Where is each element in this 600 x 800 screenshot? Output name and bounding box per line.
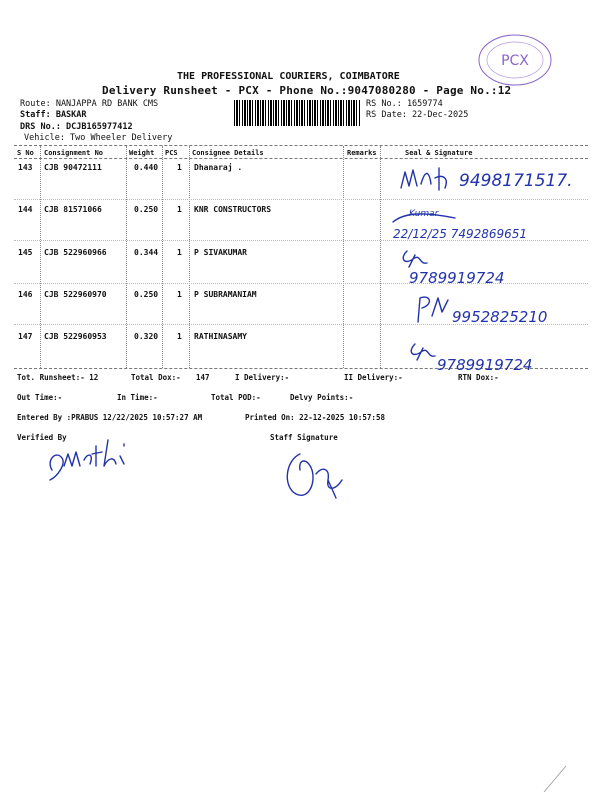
total-pod: Total POD:- xyxy=(211,393,261,402)
signature-row-143 xyxy=(395,160,585,200)
in-time: In Time:- xyxy=(117,393,158,402)
staff-signature-label: Staff Signature xyxy=(270,433,338,442)
row-consignee: KNR CONSTRUCTORS xyxy=(194,205,272,214)
verified-by-label: Verified By xyxy=(17,433,67,442)
row-sno: 143 xyxy=(18,163,33,172)
corner-mark xyxy=(540,762,570,796)
row-consignee: P SIVAKUMAR xyxy=(194,248,247,257)
row-consignment: CJB 522960970 xyxy=(44,290,107,299)
row-consignment: CJB 522960966 xyxy=(44,248,107,257)
col-sep xyxy=(126,146,127,368)
staff: Staff: BASKAR xyxy=(20,110,87,120)
row-consignee: P SUBRAMANIAM xyxy=(194,290,257,299)
stamp-text: PCX xyxy=(501,53,529,69)
signature-row-146 xyxy=(412,288,582,332)
total-dox-label: Total Dox:- xyxy=(131,373,181,382)
row-weight: 0.250 xyxy=(134,290,159,299)
row-sno: 145 xyxy=(18,248,33,257)
rs-date: RS Date: 22-Dec-2025 xyxy=(366,110,469,120)
col-pcs: PCS xyxy=(165,149,178,157)
signature-phone: 9952825210 xyxy=(452,308,548,326)
row-pcs: 1 xyxy=(177,163,182,172)
row-weight: 0.250 xyxy=(134,205,159,214)
row-sno: 144 xyxy=(18,205,33,214)
col-remarks: Remarks xyxy=(347,149,377,157)
col-sno: S No xyxy=(17,149,34,157)
staff-signature xyxy=(278,440,358,504)
printed-on: Printed On: 22-12-2025 10:57:58 xyxy=(245,413,385,422)
signature-name: Kumar xyxy=(409,209,439,219)
rs-number: RS No.: 1659774 xyxy=(366,99,443,109)
row-consignee: Dhanaraj . xyxy=(194,163,243,172)
row-consignment: CJB 522960953 xyxy=(44,332,107,341)
out-time: Out Time:- xyxy=(17,393,63,402)
col-weight: Weight xyxy=(129,149,155,157)
col-consignee: Consignee Details xyxy=(192,149,264,157)
tot-runsheet: Tot. Runsheet:- 12 xyxy=(17,373,99,382)
signature-phone: 9789919724 xyxy=(437,356,533,374)
row-pcs: 1 xyxy=(177,290,182,299)
row-pcs: 1 xyxy=(177,205,182,214)
total-dox-value: 147 xyxy=(196,373,210,382)
signature-phone: 22/12/25 7492869651 xyxy=(393,227,528,241)
rtn-dox: RTN Dox:- xyxy=(458,373,499,382)
signature-phone: 9498171517. xyxy=(459,171,573,191)
row-sno: 147 xyxy=(18,332,33,341)
pcx-stamp xyxy=(470,28,560,90)
row-pcs: 1 xyxy=(177,332,182,341)
vehicle: Vehicle: Two Wheeler Delivery xyxy=(24,133,173,143)
row-weight: 0.440 xyxy=(134,163,159,172)
row-sno: 146 xyxy=(18,290,33,299)
table-top-line xyxy=(14,145,588,146)
row-consignee: RATHINASAMY xyxy=(194,332,247,341)
row-weight: 0.344 xyxy=(134,248,159,257)
row-consignment: CJB 90472111 xyxy=(44,163,102,172)
row-pcs: 1 xyxy=(177,248,182,257)
col-seal-signature: Seal & Signature xyxy=(405,149,473,157)
drs-number: DRS No.: DCJB165977412 xyxy=(20,122,133,132)
col-sep xyxy=(343,146,344,368)
signature-row-147 xyxy=(405,336,585,376)
barcode xyxy=(234,100,360,126)
route: Route: NANJAPPA RD BANK CMS xyxy=(20,99,159,109)
signature-phone: 9789919724 xyxy=(409,269,505,287)
table-header-line xyxy=(14,158,588,159)
col-consignment: Consignment No xyxy=(44,149,104,157)
ii-delivery: II Delivery:- xyxy=(344,373,403,382)
col-sep xyxy=(189,146,190,368)
delvy-points: Delvy Points:- xyxy=(290,393,354,402)
row-weight: 0.320 xyxy=(134,332,159,341)
col-sep xyxy=(162,146,163,368)
row-consignment: CJB 81571066 xyxy=(44,205,102,214)
verified-by-signature xyxy=(38,420,148,490)
company-name: THE PROFESSIONAL COURIERS, COIMBATORE xyxy=(177,71,400,82)
signature-row-145 xyxy=(395,245,565,289)
entered-by: Entered By :PRABUS 12/22/2025 10:57:27 AM xyxy=(17,413,203,422)
runsheet-subtitle: Delivery Runsheet - PCX - Phone No.:9047080280 - Page No.:12 xyxy=(102,84,512,97)
col-sep xyxy=(40,146,41,368)
col-sep xyxy=(380,146,381,368)
signature-row-144 xyxy=(385,200,575,246)
i-delivery: I Delivery:- xyxy=(235,373,290,382)
